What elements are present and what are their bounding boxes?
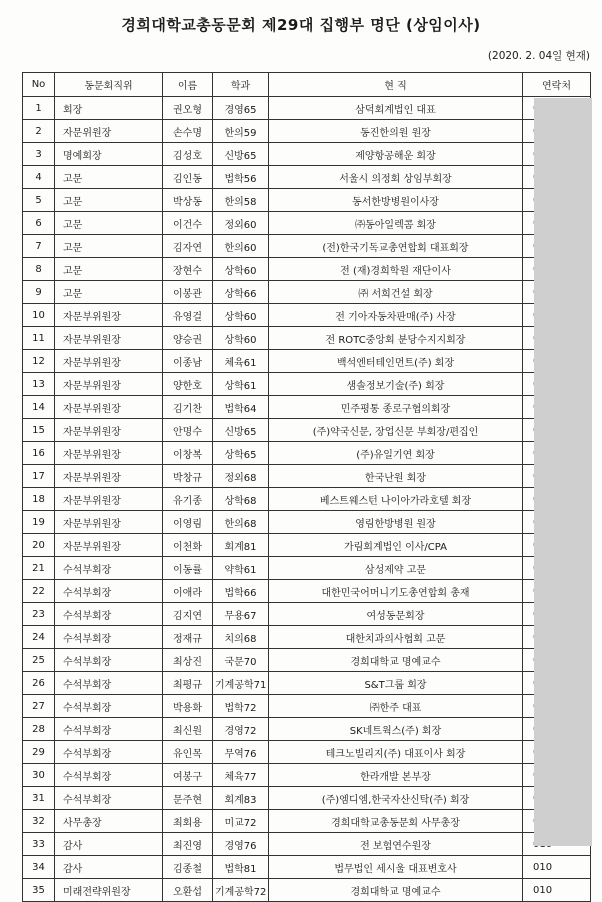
cell-department: 기계공학71 [213, 672, 269, 695]
cell-position: 자문부위원장 [55, 304, 163, 327]
cell-current-job: 대한민국어머니기도총연합회 총재 [269, 580, 523, 603]
cell-department: 법학72 [213, 695, 269, 718]
table-row [23, 511, 591, 534]
cell-position: 명예회장 [55, 143, 163, 166]
cell-current-job: 경희대학교 명예교수 [269, 879, 523, 902]
cell-name: 오환섭 [163, 879, 213, 902]
cell-name: 이애라 [163, 580, 213, 603]
table-row [23, 718, 591, 741]
cell-position: 감사 [55, 856, 163, 879]
cell-name: 이종남 [163, 350, 213, 373]
cell-name: 장현수 [163, 258, 213, 281]
cell-current-job: (주)약국신문, 장업신문 부회장/편집인 [269, 419, 523, 442]
table-body [23, 97, 591, 902]
cell-department: 법학64 [213, 396, 269, 419]
cell-no: 24 [23, 626, 55, 649]
table-row [23, 212, 591, 235]
cell-position: 고문 [55, 212, 163, 235]
cell-department: 상학60 [213, 327, 269, 350]
cell-name: 양한호 [163, 373, 213, 396]
cell-current-job: 샘솔정보기술(주) 회장 [269, 373, 523, 396]
cell-name: 이영림 [163, 511, 213, 534]
cell-no: 9 [23, 281, 55, 304]
cell-department: 신방65 [213, 419, 269, 442]
cell-name: 유영걸 [163, 304, 213, 327]
cell-current-job: 전 기아자동차판매(주) 사장 [269, 304, 523, 327]
cell-department: 미교72 [213, 810, 269, 833]
cell-no: 10 [23, 304, 55, 327]
cell-no: 32 [23, 810, 55, 833]
cell-no: 7 [23, 235, 55, 258]
cell-current-job: ㈜ 서희건설 회장 [269, 281, 523, 304]
table-row [23, 120, 591, 143]
cell-no: 19 [23, 511, 55, 534]
cell-department: 경영72 [213, 718, 269, 741]
cell-position: 고문 [55, 258, 163, 281]
cell-name: 이건수 [163, 212, 213, 235]
cell-current-job: 경희대학교총동문회 사무총장 [269, 810, 523, 833]
cell-current-job: 한라개발 본부장 [269, 764, 523, 787]
cell-position: 사무총장 [55, 810, 163, 833]
cell-name: 최상진 [163, 649, 213, 672]
cell-current-job: S&T그룹 회장 [269, 672, 523, 695]
cell-no: 6 [23, 212, 55, 235]
cell-current-job: 법무법인 세시울 대표변호사 [269, 856, 523, 879]
cell-no: 5 [23, 189, 55, 212]
header-no: No [23, 73, 55, 97]
table-row [23, 741, 591, 764]
cell-name: 김기찬 [163, 396, 213, 419]
table-row [23, 373, 591, 396]
table-row [23, 419, 591, 442]
cell-name: 최회용 [163, 810, 213, 833]
cell-department: 무용67 [213, 603, 269, 626]
table-row [23, 764, 591, 787]
cell-current-job: (주)유일기연 회장 [269, 442, 523, 465]
cell-name: 박상동 [163, 189, 213, 212]
table-row [23, 534, 591, 557]
cell-name: 김지연 [163, 603, 213, 626]
cell-no: 13 [23, 373, 55, 396]
cell-contact: 010 [523, 856, 591, 879]
cell-position: 자문위원장 [55, 120, 163, 143]
document-title: 경희대학교총동문회 제29대 집행부 명단 (상임이사) [121, 16, 481, 34]
cell-position: 수석부회장 [55, 603, 163, 626]
table-row [23, 327, 591, 350]
cell-no: 35 [23, 879, 55, 902]
cell-no: 14 [23, 396, 55, 419]
cell-department: 법학81 [213, 856, 269, 879]
cell-current-job: 삼성제약 고문 [269, 557, 523, 580]
cell-current-job: 제양항공해운 회장 [269, 143, 523, 166]
cell-department: 무역76 [213, 741, 269, 764]
cell-current-job: 영림한방병원 원장 [269, 511, 523, 534]
cell-no: 33 [23, 833, 55, 856]
cell-current-job: 대한치과의사협회 고문 [269, 626, 523, 649]
cell-department: 체육61 [213, 350, 269, 373]
cell-name: 유기종 [163, 488, 213, 511]
cell-position: 수석부회장 [55, 787, 163, 810]
cell-no: 17 [23, 465, 55, 488]
cell-no: 26 [23, 672, 55, 695]
cell-position: 수석부회장 [55, 741, 163, 764]
header-position: 동문회직위 [55, 73, 163, 97]
cell-position: 자문부위원장 [55, 465, 163, 488]
cell-no: 25 [23, 649, 55, 672]
table-row [23, 603, 591, 626]
table-row [23, 649, 591, 672]
cell-department: 회계83 [213, 787, 269, 810]
table-row [23, 580, 591, 603]
cell-current-job: (전)한국기독교총연합회 대표회장 [269, 235, 523, 258]
table-row [23, 488, 591, 511]
cell-position: 자문부위원장 [55, 327, 163, 350]
cell-name: 문주현 [163, 787, 213, 810]
cell-name: 이봉관 [163, 281, 213, 304]
table-row [23, 258, 591, 281]
cell-name: 박용화 [163, 695, 213, 718]
cell-position: 고문 [55, 166, 163, 189]
cell-department: 법학56 [213, 166, 269, 189]
cell-department: 경영65 [213, 97, 269, 120]
cell-name: 이창복 [163, 442, 213, 465]
cell-no: 8 [23, 258, 55, 281]
cell-department: 경영76 [213, 833, 269, 856]
cell-current-job: (주)엠디엠,한국자산신탁(주) 회장 [269, 787, 523, 810]
header-name: 이름 [163, 73, 213, 97]
table-row [23, 396, 591, 419]
cell-name: 최평규 [163, 672, 213, 695]
cell-no: 28 [23, 718, 55, 741]
cell-position: 수석부회장 [55, 557, 163, 580]
header-current-job: 현 직 [269, 73, 523, 97]
cell-name: 안명수 [163, 419, 213, 442]
cell-position: 수석부회장 [55, 764, 163, 787]
cell-department: 국문70 [213, 649, 269, 672]
cell-no: 21 [23, 557, 55, 580]
cell-no: 1 [23, 97, 55, 120]
cell-no: 12 [23, 350, 55, 373]
cell-position: 고문 [55, 235, 163, 258]
cell-no: 16 [23, 442, 55, 465]
table-row [23, 189, 591, 212]
cell-current-job: 민주평통 종로구협의회장 [269, 396, 523, 419]
cell-no: 27 [23, 695, 55, 718]
cell-current-job: SK네트웍스(주) 회장 [269, 718, 523, 741]
cell-position: 자문부위원장 [55, 396, 163, 419]
cell-position: 자문부위원장 [55, 534, 163, 557]
cell-position: 수석부회장 [55, 672, 163, 695]
cell-department: 약학61 [213, 557, 269, 580]
cell-position: 고문 [55, 189, 163, 212]
cell-current-job: 삼덕회계법인 대표 [269, 97, 523, 120]
cell-name: 유인목 [163, 741, 213, 764]
cell-department: 회계81 [213, 534, 269, 557]
cell-current-job: 베스트웨스턴 나이아가라호텔 회장 [269, 488, 523, 511]
cell-no: 3 [23, 143, 55, 166]
cell-name: 양승권 [163, 327, 213, 350]
cell-name: 김종철 [163, 856, 213, 879]
table-row [23, 626, 591, 649]
table-row [23, 143, 591, 166]
table-row [23, 856, 591, 879]
cell-current-job: 백석엔터테인먼트(주) 회장 [269, 350, 523, 373]
cell-no: 2 [23, 120, 55, 143]
cell-department: 체육77 [213, 764, 269, 787]
cell-current-job: ㈜한주 대표 [269, 695, 523, 718]
table-row [23, 672, 591, 695]
cell-current-job: 한국난원 회장 [269, 465, 523, 488]
cell-position: 자문부위원장 [55, 419, 163, 442]
table-row [23, 557, 591, 580]
cell-current-job: 동서한방병원이사장 [269, 189, 523, 212]
cell-position: 자문부위원장 [55, 511, 163, 534]
cell-no: 11 [23, 327, 55, 350]
cell-department: 한의58 [213, 189, 269, 212]
cell-name: 권오형 [163, 97, 213, 120]
cell-position: 수석부회장 [55, 580, 163, 603]
cell-name: 최진영 [163, 833, 213, 856]
cell-name: 이천화 [163, 534, 213, 557]
cell-no: 22 [23, 580, 55, 603]
cell-position: 수석부회장 [55, 718, 163, 741]
table-row [23, 235, 591, 258]
cell-position: 자문부위원장 [55, 373, 163, 396]
table-row [23, 304, 591, 327]
cell-department: 상학60 [213, 304, 269, 327]
cell-name: 이동률 [163, 557, 213, 580]
cell-department: 정외60 [213, 212, 269, 235]
cell-department: 법학66 [213, 580, 269, 603]
table-row [23, 879, 591, 902]
cell-department: 신방65 [213, 143, 269, 166]
cell-current-job: 전 (재)경희학원 재단이사 [269, 258, 523, 281]
cell-position: 수석부회장 [55, 695, 163, 718]
cell-contact: 010 [523, 879, 591, 902]
cell-name: 김인동 [163, 166, 213, 189]
cell-name: 정재규 [163, 626, 213, 649]
cell-department: 상학66 [213, 281, 269, 304]
cell-position: 감사 [55, 833, 163, 856]
cell-name: 여봉구 [163, 764, 213, 787]
cell-no: 15 [23, 419, 55, 442]
cell-current-job: 가림회계법인 이사/CPA [269, 534, 523, 557]
cell-position: 자문부위원장 [55, 350, 163, 373]
cell-name: 김성호 [163, 143, 213, 166]
cell-current-job: 경희대학교 명예교수 [269, 649, 523, 672]
cell-position: 미래전략위원장 [55, 879, 163, 902]
cell-no: 31 [23, 787, 55, 810]
cell-current-job: 테크노빌리지(주) 대표이사 회장 [269, 741, 523, 764]
cell-no: 29 [23, 741, 55, 764]
table-row [23, 97, 591, 120]
table-row [23, 833, 591, 856]
cell-department: 정외68 [213, 465, 269, 488]
table-row [23, 695, 591, 718]
cell-no: 34 [23, 856, 55, 879]
cell-no: 18 [23, 488, 55, 511]
cell-name: 김자연 [163, 235, 213, 258]
cell-department: 상학68 [213, 488, 269, 511]
cell-no: 20 [23, 534, 55, 557]
cell-department: 상학65 [213, 442, 269, 465]
cell-department: 한의60 [213, 235, 269, 258]
redaction-block [534, 98, 592, 846]
cell-current-job: 전 ROTC중앙회 분당수지지회장 [269, 327, 523, 350]
as-of-date: (2020. 2. 04일 현재) [487, 50, 590, 62]
cell-current-job: 서울시 의정회 상임부회장 [269, 166, 523, 189]
header-department: 학과 [213, 73, 269, 97]
cell-department: 상학61 [213, 373, 269, 396]
cell-current-job: 전 보험연수원장 [269, 833, 523, 856]
table-row [23, 281, 591, 304]
cell-current-job: ㈜동아일렉콤 회장 [269, 212, 523, 235]
cell-department: 상학60 [213, 258, 269, 281]
cell-position: 수석부회장 [55, 649, 163, 672]
cell-position: 자문부위원장 [55, 442, 163, 465]
cell-name: 손수명 [163, 120, 213, 143]
cell-name: 최신원 [163, 718, 213, 741]
member-table [22, 72, 591, 902]
table-row [23, 787, 591, 810]
header-contact: 연락처 [523, 73, 591, 97]
cell-department: 치의68 [213, 626, 269, 649]
cell-department: 한의59 [213, 120, 269, 143]
table-row [23, 810, 591, 833]
cell-department: 한의68 [213, 511, 269, 534]
cell-position: 고문 [55, 281, 163, 304]
table-row [23, 465, 591, 488]
cell-position: 수석부회장 [55, 626, 163, 649]
cell-no: 4 [23, 166, 55, 189]
cell-current-job: 여성동문회장 [269, 603, 523, 626]
table-row [23, 166, 591, 189]
cell-name: 박창규 [163, 465, 213, 488]
cell-no: 30 [23, 764, 55, 787]
table-header-row [23, 73, 591, 97]
cell-department: 기계공학72 [213, 879, 269, 902]
cell-no: 23 [23, 603, 55, 626]
cell-position: 회장 [55, 97, 163, 120]
table-row [23, 350, 591, 373]
cell-position: 자문부위원장 [55, 488, 163, 511]
table-row [23, 442, 591, 465]
cell-current-job: 동진한의원 원장 [269, 120, 523, 143]
